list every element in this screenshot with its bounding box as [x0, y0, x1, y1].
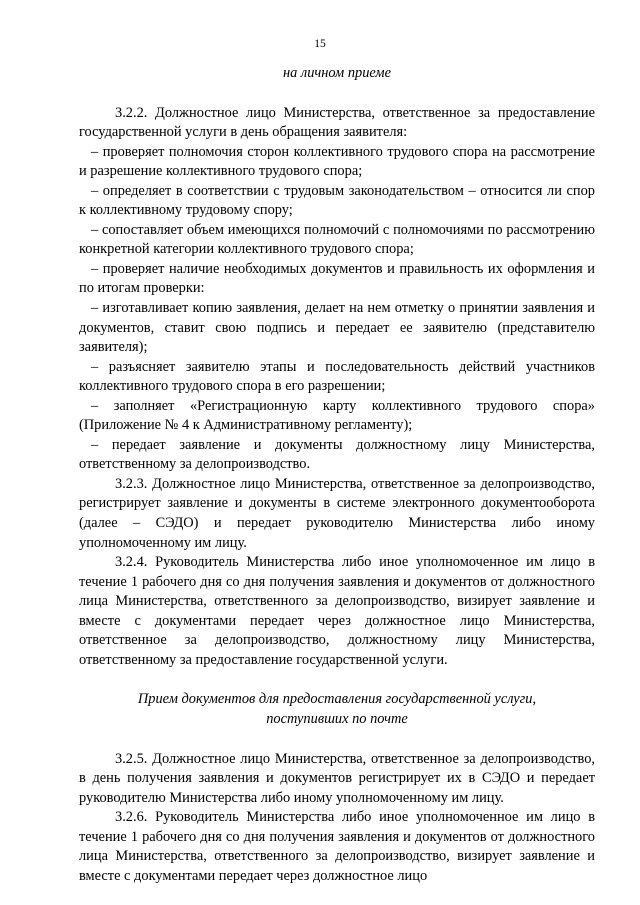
section-heading-mail [79, 690, 595, 729]
paragraph: – изготавливает копию заявления, делает на нем отметку о принятии заявления и документов, ставит свою подпись и передает ее заявителю (представителю заявителя); [79, 300, 595, 356]
section-heading-in-person: на личном приеме [282, 65, 392, 81]
paragraph-block-a [79, 104, 595, 671]
section-heading-mail-line-1: Прием документов для предоставления государственной услуги, [137, 691, 537, 708]
paragraph: – разъясняет заявителю этапы и последовательность действий участников коллективного трудового спора в его разрешении; [79, 358, 595, 395]
paragraph: 3.2.2. Должностное лицо Министерства, ответственное за предоставление государственной услуги в день обращения заявителя: [79, 104, 595, 141]
page-number: 15 [314, 38, 326, 50]
paragraph: 3.2.4. Руководитель Министерства либо иное уполномоченное им лицо в течение 1 рабочего дня со дня получения заявления и документов от должностного лица Министерства, ответственного за делопроизводство, визирует заявление и вместе с документами передает через должностное лицо Министерства, ответственное за делопроизводство, должностному лицу Министерства, ответственному за предоставление государственной услуги. [79, 554, 595, 668]
paragraph: 3.2.3. Должностное лицо Министерства, ответственное за делопроизводство, регистрирует заявление и документы в системе электронного документооборота (далее – СЭДО) и передает руководителю Министерства либо иному уполномоченному им лицу. [79, 475, 595, 551]
page-content [79, 64, 595, 886]
paragraph: 3.2.5. Должностное лицо Министерства, ответственное за делопроизводство, в день получения заявления и документов регистрирует их в СЭДО и передает руководителю Министерства либо иному уполномоченному им лицу. [79, 750, 595, 806]
paragraph: – определяет в соответствии с трудовым законодательством – относится ли спор к коллективному трудовому спору; [79, 182, 595, 219]
paragraph: – проверяет полномочия сторон коллективного трудового спора на рассмотрение и разрешение коллективного трудового спора; [79, 143, 595, 180]
paragraph: – проверяет наличие необходимых документов и правильность их оформления и по итогам проверки: [79, 260, 595, 297]
section-heading-mail-line-2: поступивших по почте [266, 710, 408, 727]
paragraph-block-b [79, 750, 595, 887]
paragraph: – заполняет «Регистрационную карту коллективного трудового спора» (Приложение № 4 к Административному регламенту); [79, 397, 595, 434]
paragraph: 3.2.6. Руководитель Министерства либо иное уполномоченное им лицо в течение 1 рабочего дня со дня получения заявления и документов от должностного лица Министерства, ответственного за делопроизводство, визирует заявление и вместе с документами передает через должностное лицо [79, 809, 595, 884]
paragraph: – сопоставляет объем имеющихся полномочий с полномочиями по рассмотрению конкретной категории коллективного трудового спора; [79, 221, 595, 258]
paragraph: – передает заявление и документы должностному лицу Министерства, ответственному за делопроизводство. [79, 436, 595, 473]
